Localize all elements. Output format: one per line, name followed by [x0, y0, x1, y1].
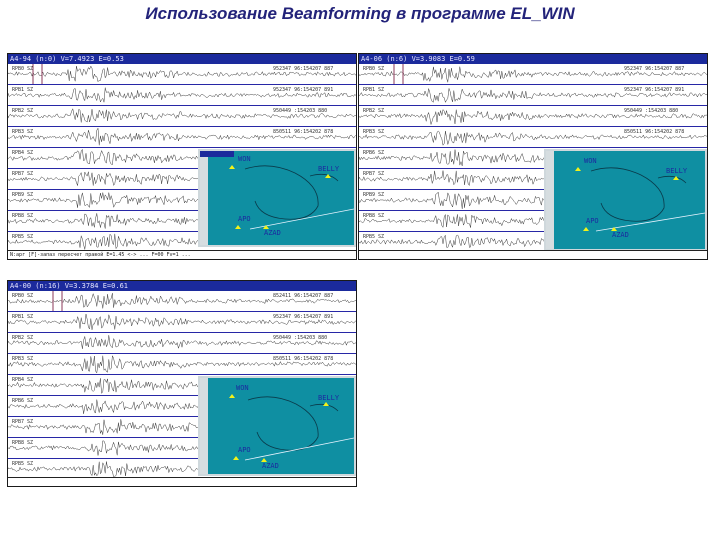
status-bar — [8, 477, 356, 486]
channel-name: RPB7 SZ — [12, 171, 34, 177]
channel-info: 950449 :154203 880 — [624, 108, 679, 114]
channel-info: 952347 96:154207 891 — [273, 314, 334, 320]
channel-name: RPB3 SZ — [363, 129, 385, 135]
channel-name: RPB9 SZ — [12, 192, 34, 198]
channel-info: 850511 96:154202 878 — [273, 356, 334, 362]
channel-name: RPB4 SZ — [12, 150, 34, 156]
channel-info: 850511 96:154202 878 — [273, 129, 334, 135]
station-label: AZAD — [612, 231, 629, 239]
window-header: A4-94 (n:0) V=7.4923 E=0.53 — [8, 54, 356, 64]
channel-name: RPB5 SZ — [12, 234, 34, 240]
channel-name: RPB8 SZ — [363, 213, 385, 219]
station-marker — [229, 165, 235, 169]
beam-direction-line — [596, 213, 705, 231]
channel-name: RPB3 SZ — [12, 356, 34, 362]
station-label: APO — [238, 446, 251, 454]
trace-row[interactable] — [359, 106, 707, 127]
map-contour — [310, 174, 338, 181]
station-marker — [229, 394, 235, 398]
beam-direction-line — [245, 438, 354, 460]
channel-name: RPB8 SZ — [12, 213, 34, 219]
channel-name: RPB5 SZ — [363, 234, 385, 240]
station-label: BELLY — [318, 165, 340, 173]
trace-row[interactable] — [8, 64, 356, 85]
channel-info: 950449 :154203 880 — [273, 108, 328, 114]
station-label: AZAD — [262, 462, 279, 470]
channel-name: RPB6 SZ — [363, 150, 385, 156]
seismogram-window-1[interactable] — [7, 53, 357, 260]
channel-name: RPB4 SZ — [12, 377, 34, 383]
channel-name: RPB8 SZ — [12, 440, 34, 446]
station-label: APO — [238, 215, 251, 223]
channel-name: RPB1 SZ — [12, 314, 34, 320]
channel-name: RPB3 SZ — [12, 129, 34, 135]
channel-name: RPB7 SZ — [12, 419, 34, 425]
channel-name: RPB0 SZ — [12, 66, 34, 72]
map-contour — [658, 176, 686, 183]
trace-row[interactable] — [8, 333, 356, 354]
trace-row[interactable] — [359, 64, 707, 85]
map-contour — [591, 168, 664, 221]
station-label: WON — [238, 155, 251, 163]
channel-info: 952347 96:154207 887 — [624, 66, 685, 72]
map-canvas — [200, 151, 354, 245]
channel-name: RPB2 SZ — [12, 335, 34, 341]
trace-row[interactable] — [8, 127, 356, 148]
window-header: A4-00 (n:16) V=3.3784 E=0.61 — [8, 281, 356, 291]
channel-name: RPB6 SZ — [12, 398, 34, 404]
map-contour — [245, 166, 318, 219]
status-bar — [359, 250, 707, 259]
channel-name: RPB0 SZ — [12, 293, 34, 299]
station-label: AZAD — [264, 229, 281, 237]
trace-row[interactable] — [359, 127, 707, 148]
trace-row[interactable] — [8, 312, 356, 333]
station-label: APO — [586, 217, 599, 225]
status-bar: N:apr [F]-запаз пересчет правой E=1.45 <-> ... F=00 Fv=1 ... — [8, 250, 356, 259]
channel-name: RPB0 SZ — [363, 66, 385, 72]
station-label: BELLY — [666, 167, 688, 175]
channel-name: RPB1 SZ — [363, 87, 385, 93]
station-marker — [235, 225, 241, 229]
station-marker — [233, 456, 239, 460]
beamforming-map[interactable] — [198, 376, 356, 476]
trace-row[interactable] — [8, 354, 356, 375]
trace-row[interactable] — [8, 291, 356, 312]
trace-row[interactable] — [8, 85, 356, 106]
map-canvas — [546, 151, 705, 249]
station-label: WON — [584, 157, 597, 165]
station-marker — [575, 167, 581, 171]
channel-info: 952347 96:154207 891 — [624, 87, 685, 93]
trace-row[interactable] — [359, 85, 707, 106]
channel-info: 950449 :154203 880 — [273, 335, 328, 341]
channel-info: 850511 96:154202 878 — [624, 129, 685, 135]
map-contour — [248, 397, 318, 450]
beamforming-map[interactable] — [198, 149, 356, 247]
station-marker — [323, 402, 329, 406]
channel-name: RPB2 SZ — [12, 108, 34, 114]
channel-name: RPB5 SZ — [12, 461, 34, 467]
seismogram-window-2[interactable] — [358, 53, 708, 260]
channel-name: RPB7 SZ — [363, 171, 385, 177]
map-canvas — [200, 378, 354, 474]
channel-info: 952347 96:154207 891 — [273, 87, 334, 93]
channel-name: RPB1 SZ — [12, 87, 34, 93]
station-marker — [583, 227, 589, 231]
station-label: WON — [236, 384, 249, 392]
beamforming-map[interactable] — [544, 149, 707, 251]
channel-name: RPB9 SZ — [363, 192, 385, 198]
seismogram-window-3[interactable] — [7, 280, 357, 487]
station-label: BELLY — [318, 394, 340, 402]
slide-title: Использование Beamforming в программе EL_WIN — [145, 4, 575, 23]
channel-name: RPB2 SZ — [363, 108, 385, 114]
channel-info: 852411 96:154207 887 — [273, 293, 334, 299]
trace-row[interactable] — [8, 106, 356, 127]
channel-info: 952347 96:154207 887 — [273, 66, 334, 72]
window-header: A4-06 (n:6) V=3.9083 E=0.59 — [359, 54, 707, 64]
